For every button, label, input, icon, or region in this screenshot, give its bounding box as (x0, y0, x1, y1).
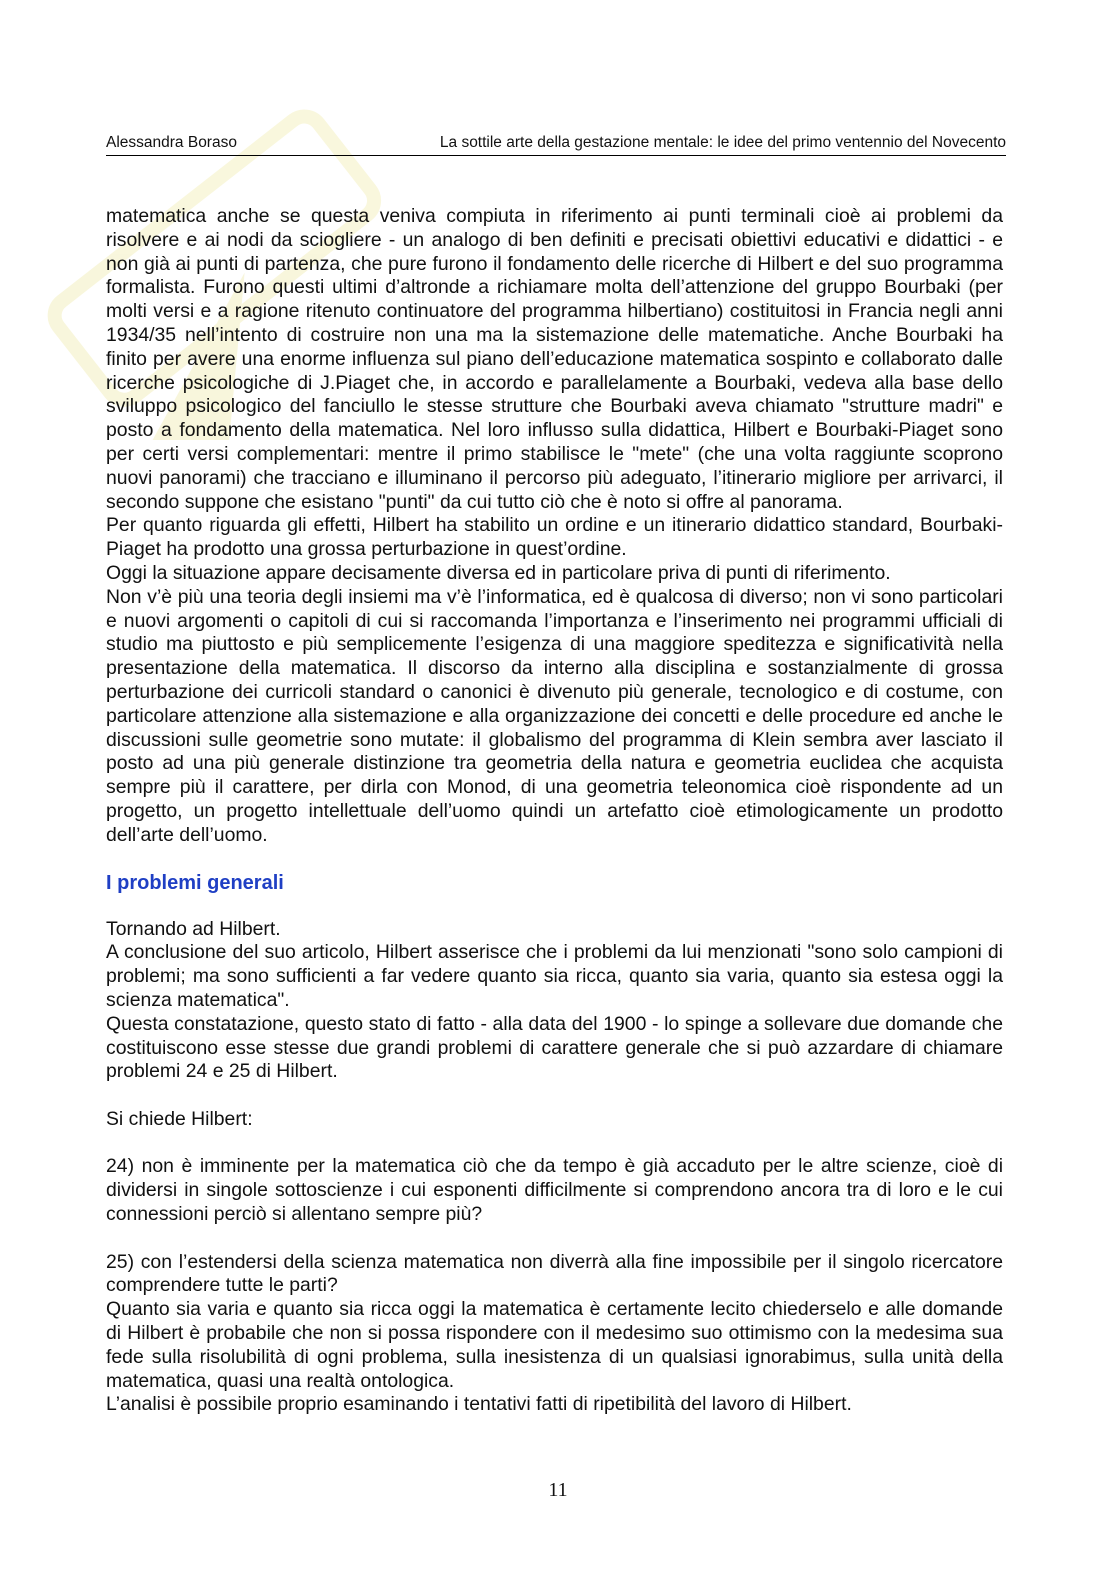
paragraph: matematica anche se questa veniva compiuta in riferimento ai punti terminali cioè ai problemi da risolvere e ai nodi da sciogliere - un analogo di ben definiti e precisati obiettivi educativi e didattici - e non già ai punti di partenza, che pure furono il fondamento delle ricerche di Hilbert e del suo programma formalista. Furono questi ultimi d’altronde a richiamare molta dell’attenzione del gruppo Bourbaki (per molti versi e a ragione ritenuto continuatore del programma hilbertiano) costituitosi in Francia negli anni 1934/35 nell’intento di costruire non una ma la sistemazione delle matematiche. Anche Bourbaki ha finito per avere una enorme influenza sul piano dell’educazione matematica sospinto e collaborato dalle ricerche psicologiche di J.Piaget che, in accordo e parallelamente a Bourbaki, vedeva alla base dello sviluppo psicologico del fanciullo le stesse strutture che Bourbaki aveva chiamato "strutture madri" e posto a fondamento della matematica. Nel loro influsso sulla didattica, Hilbert e Bourbaki-Piaget sono per certi versi complementari: mentre il primo stabilisce le "mete" (che una volta raggiunte scoprono nuovi panorami) che tracciano e illuminano il percorso più adeguato, l’itinerario migliore per arrivarci, il secondo suppone che esistano "punti" da cui tutto ciò che è noto si offre al panorama. (106, 205, 1003, 513)
document-body (106, 205, 1003, 1417)
header-author: Alessandra Boraso (106, 134, 237, 151)
paragraph: Quanto sia varia e quanto sia ricca oggi la matematica è certamente lecito chiederselo e alle domande di Hilbert è probabile che non si possa rispondere con il medesimo suo ottimismo con la medesima sua fede sulla risolubilità di ogni problema, sulla inesistenza di un qualsiasi ignorabimus, sulla unità della matematica, quasi una realtà ontologica. (106, 1298, 1003, 1392)
header-document-title: La sottile arte della gestazione mentale: le idee del primo ventennio del Novecento (439, 134, 1006, 151)
paragraph: L’analisi è possibile proprio esaminando i tentativi fatti di ripetibilità del lavoro di Hilbert. (106, 1393, 852, 1416)
paragraph: Questa constatazione, questo stato di fatto - alla data del 1900 - lo spinge a sollevare due domande che costituiscono esse stesse due grandi problemi di carattere generale che si può azzardare di chiamare problemi 24 e 25 di Hilbert. (106, 1012, 1003, 1083)
list-item-problem-24: 24) non è imminente per la matematica ciò che da tempo è già accaduto per le altre scienze, cioè di dividersi in singole sottoscienze i cui esponenti difficilmente si comprendono ancora tra di loro e le cui connessioni perciò si allentano sempre più? (106, 1155, 1003, 1226)
paragraph: A conclusione del suo articolo, Hilbert asserisce che i problemi da lui menzionati "sono solo campioni di problemi; ma sono sufficienti a far vedere quanto sia ricca, quanto sia varia, quanto sia estesa oggi la scienza matematica". (106, 941, 1003, 1011)
paragraph: Si chiede Hilbert: (106, 1107, 253, 1130)
section-heading: I problemi generali (106, 871, 284, 894)
paragraph: Oggi la situazione appare decisamente diversa ed in particolare priva di punti di riferimento. (106, 561, 891, 584)
paragraph: Per quanto riguarda gli effetti, Hilbert ha stabilito un ordine e un itinerario didattico standard, Bourbaki-Piaget ha prodotto una grossa perturbazione in quest’ordine. (106, 514, 1003, 561)
page-number: 11 (548, 1479, 568, 1501)
list-item-problem-25: 25) con l’estendersi della scienza matematica non diverrà alla fine impossibile per il singolo ricercatore comprendere tutte le parti? (106, 1250, 1003, 1297)
page-header (106, 133, 1006, 156)
paragraph: Non v’è più una teoria degli insiemi ma v’è l’informatica, ed è qualcosa di diverso; non vi sono particolari e nuovi argomenti o capitoli di cui si raccomanda l’importanza e l’inserimento nei programmi ufficiali di studio ma piuttosto e più semplicemente l’esigenza di una maggiore speditezza e significatività nella presentazione della matematica. Il discorso da interno alla disciplina e sostanzialmente di grossa perturbazione dei curricoli standard o canonici è divenuto più generale, tecnologico e di costume, con particolare attenzione alla sistemazione e alla organizzazione dei concetti e delle procedure ed anche le discussioni sulle geometrie sono mutate: il globalismo del programma di Klein sembra aver lasciato il posto ad una più generale distinzione tra geometria della natura e geometria euclidea che acquista sempre più il carattere, per dirla con Monod, di una geometria teleonomica cioè rispondente ad un progetto, un progetto intellettuale dell’uomo quindi un artefatto cioè etimologicamente un prodotto dell’arte dell’uomo. (106, 585, 1003, 846)
paragraph: Tornando ad Hilbert. (106, 917, 281, 940)
